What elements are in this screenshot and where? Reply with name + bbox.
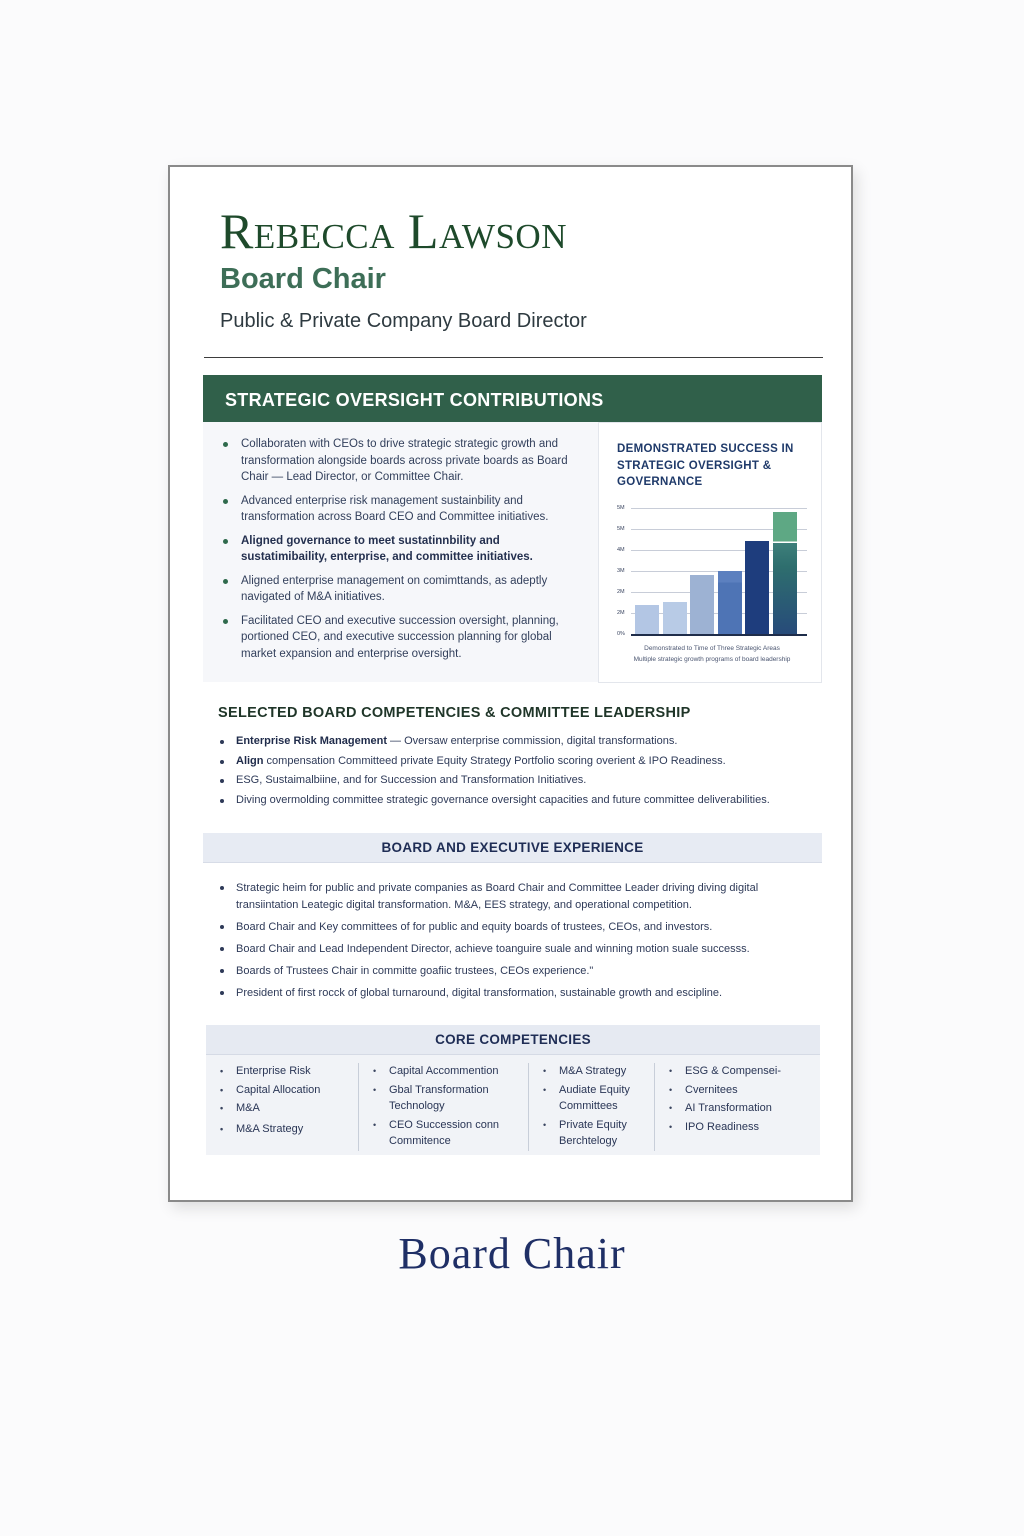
strategic-oversight-body [203, 422, 598, 682]
chart-bar [773, 512, 797, 634]
competency-item: • Enterprise Risk [220, 1063, 348, 1080]
resume-page [168, 165, 853, 1202]
chart-bar [663, 602, 687, 634]
y-tick-label: 5M [617, 505, 625, 511]
image-caption: Board Chair [398, 1229, 626, 1278]
competency-item: • ESG & Compensei- [669, 1063, 810, 1080]
list-item: Aligned governance to meet sustatinnbility and sustatimibaility, enterprise, and committee initiatives. [221, 533, 580, 566]
section-header-core-competencies: CORE COMPETENCIES [206, 1025, 820, 1055]
y-tick-label: 5M [617, 526, 625, 532]
list-item: Strategic heim for public and private companies as Board Chair and Committee Leader driving diving digital transiintation Leategic digital transformation. M&A, EES strategy, and operational competition. [218, 880, 818, 913]
core-column [359, 1063, 529, 1151]
list-item: Board Chair and Lead Independent Director, achieve toanguire suale and winning motion suale successs. [218, 941, 818, 958]
competency-item: • Private Equity Berchtelogy [543, 1117, 644, 1150]
chart-caption-line: Demonstrated to Time of Three Strategic Areas [644, 645, 780, 652]
list-item: Aligned enterprise management on comimttands, as adeptly navigated of M&A initiatives. [221, 573, 580, 606]
section-header-experience: BOARD AND EXECUTIVE EXPERIENCE [203, 833, 822, 863]
core-competencies [206, 1025, 820, 1155]
competency-item: • Capital Accommention [373, 1063, 518, 1080]
section-title-competencies-leadership: SELECTED BOARD COMPETENCIES & COMMITTEE LEADERSHIP [218, 705, 691, 721]
core-column [529, 1063, 655, 1151]
competency-item: • M&A Strategy [220, 1121, 348, 1138]
y-tick-label: 4M [617, 547, 625, 553]
list-item: Facilitated CEO and executive succession oversight, planning, portioned CEO, and executive succession planning for global market expansion and enterprise oversight. [221, 613, 580, 663]
list-item: ESG, Sustaimalbiine, and for Succession and Transformation Initiatives. [218, 771, 818, 791]
core-column [206, 1063, 359, 1151]
list-item: President of first rocck of global turnaround, digital transformation, sustainable growth and escipline. [218, 985, 818, 1002]
y-tick-label: 3M [617, 568, 625, 574]
chart-caption-line: Multiple strategic growth programs of board leadership [633, 656, 791, 663]
chart-caption [617, 643, 807, 665]
chart-bar [690, 575, 714, 634]
candidate-role: Board Chair [220, 263, 386, 295]
bars [635, 509, 807, 634]
competency-item: • Audiate Equity Committees [543, 1082, 644, 1115]
list-item: Boards of Trustees Chair in committe goafiic trustees, CEOs experience." [218, 963, 818, 980]
chart-title: DEMONSTRATED SUCCESS IN STRATEGIC OVERSIGHT & GOVERNANCE [617, 443, 794, 488]
list-item: Enterprise Risk Management — Oversaw enterprise commission, digital transformations. [218, 732, 818, 752]
competency-item: • Gbal Transformation Technology [373, 1082, 518, 1115]
competency-item: • CEO Succession conn Commitence [373, 1117, 518, 1150]
core-column [655, 1063, 820, 1151]
y-tick-label: 2M [617, 610, 625, 616]
section-header-strategic-oversight: STRATEGIC OVERSIGHT CONTRIBUTIONS [203, 375, 822, 422]
x-axis [631, 634, 807, 636]
list-item: Align compensation Committeed private Equity Strategy Portfolio scoring overient & IPO Readiness. [218, 752, 818, 772]
candidate-name: Rebecca Lawson [220, 203, 567, 259]
competencies-leadership-list [218, 732, 818, 810]
chart-bar [718, 571, 742, 634]
core-competencies-columns [206, 1055, 820, 1151]
bar-chart [617, 505, 807, 638]
chart-panel [598, 422, 822, 683]
list-item: Board Chair and Key committees of for public and equity boards of trustees, CEOs, and investors. [218, 919, 818, 936]
competency-item: • M&A Strategy [543, 1063, 644, 1080]
competency-item: • Capital Allocation [220, 1082, 348, 1099]
y-tick-label: 2M [617, 589, 625, 595]
strategic-oversight-list [221, 436, 580, 662]
list-item: Advanced enterprise risk management sustainbility and transformation across Board CEO and Committee initiatives. [221, 493, 580, 526]
competency-item: • Cvernitees [669, 1082, 810, 1099]
experience-list [218, 880, 818, 1007]
chart-bar [635, 605, 659, 634]
candidate-tagline: Public & Private Company Board Director [220, 310, 587, 332]
y-tick-label: 0% [617, 631, 625, 637]
list-item: Collaboraten with CEOs to drive strategic strategic growth and transformation alongside boards across private boards as Board Chair — Lead Director, or Committee Chair. [221, 436, 580, 486]
chart-bar [745, 541, 769, 634]
competency-item: • IPO Readiness [669, 1119, 810, 1136]
competency-item: • M&A [220, 1100, 348, 1117]
header-divider [204, 357, 823, 358]
list-item: Diving overmolding committee strategic governance oversight capacities and future committee deliverabilities. [218, 791, 818, 811]
competency-item: • AI Transformation [669, 1100, 810, 1117]
